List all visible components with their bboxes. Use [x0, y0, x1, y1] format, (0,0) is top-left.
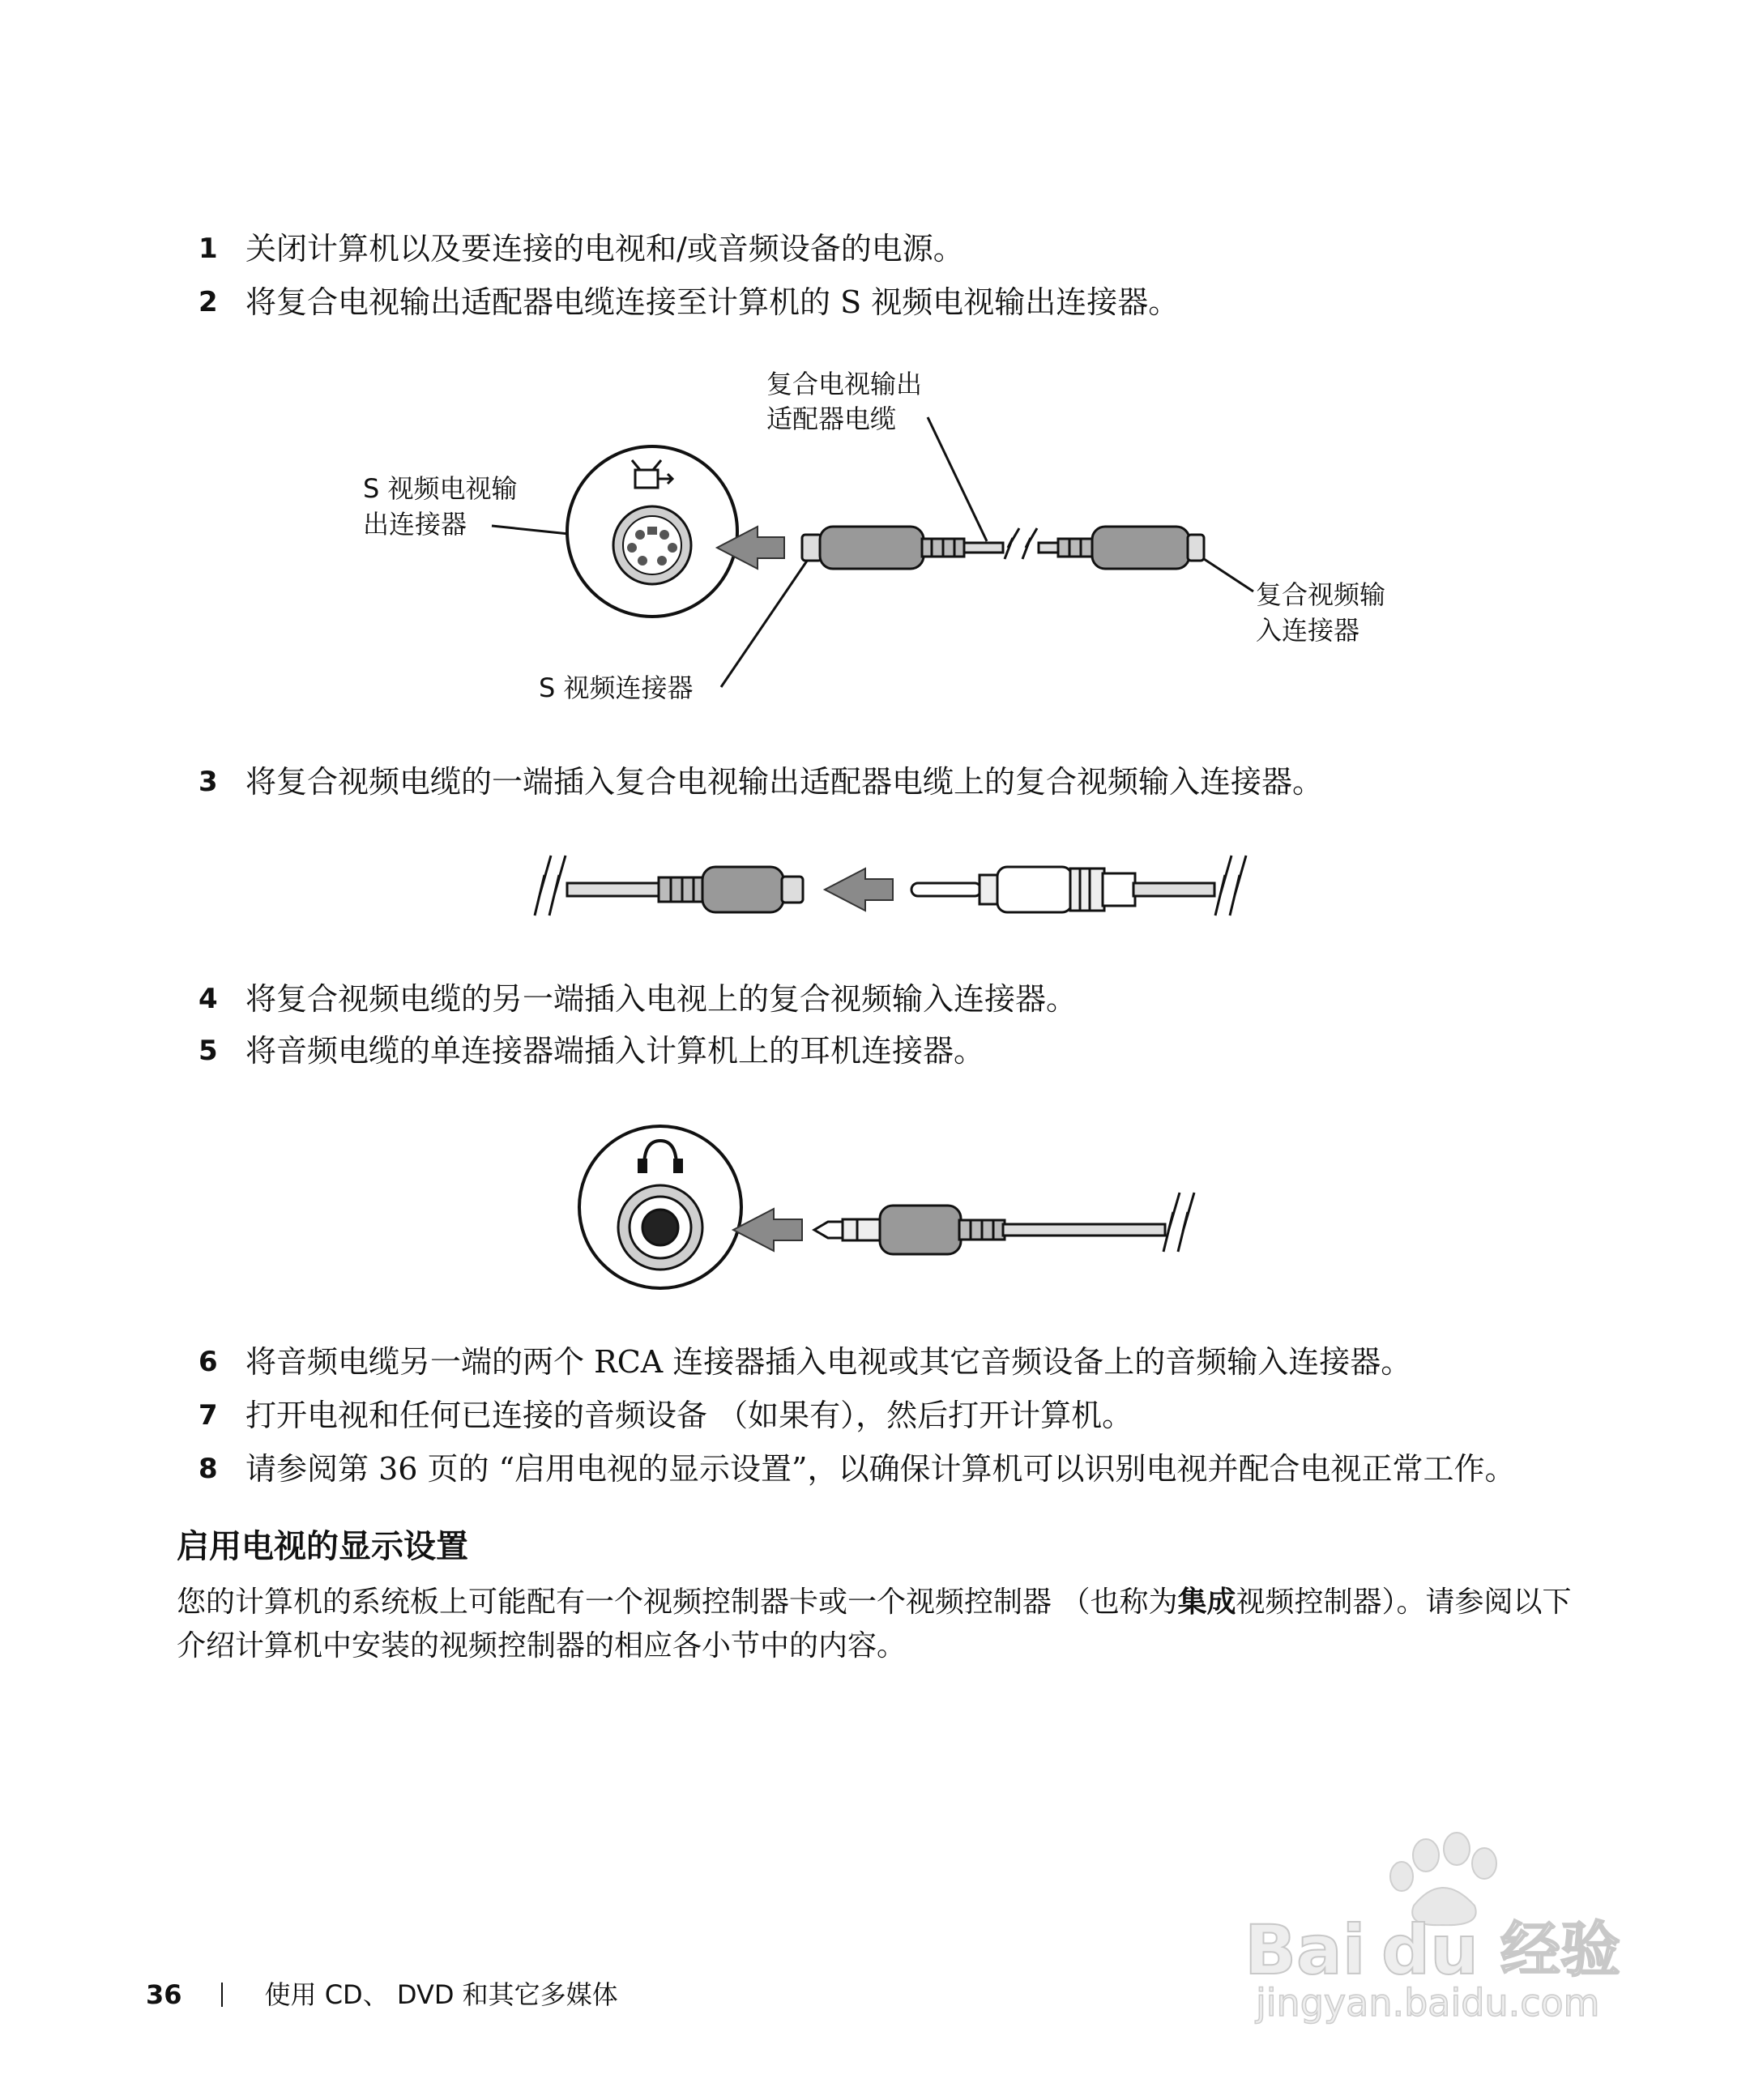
step-number: 4: [198, 983, 218, 1015]
svideo-port: [567, 446, 737, 617]
step-text: 请参阅第 36 页的 “启用电视的显示设置”，以确保计算机可以识别电视并配合电视正常工作。: [245, 1451, 1516, 1487]
step-number: 5: [198, 1035, 218, 1067]
step-number: 8: [198, 1453, 218, 1485]
label-adapter-cable-line2: 适配器电缆: [766, 403, 897, 434]
step-number: 3: [198, 766, 218, 798]
step-text: 将复合电视输出适配器电缆连接至计算机的 S 视频电视输出连接器。: [245, 284, 1180, 320]
chapter-title: 使用 CD、 DVD 和其它多媒体: [264, 1979, 618, 2010]
step-text: 关闭计算机以及要连接的电视和/或音频设备的电源。: [245, 231, 964, 267]
page-number: 36: [146, 1979, 182, 2010]
section-paragraph: [177, 1580, 1586, 1668]
label-svideo-connector: S 视频连接器: [539, 672, 694, 703]
label-adapter-cable-line1: 复合电视输出: [766, 369, 923, 399]
figure-svideo-adapter: [0, 348, 1750, 721]
watermark-url: jingyan.baidu.com: [1256, 1981, 1600, 2025]
baidu-jingyan-watermark: [1240, 1831, 1661, 2025]
para-text-2: 视频控制器）。请参阅以下介绍计算机中安装的视频控制器的相应各小节中的内容。: [177, 1586, 1572, 1662]
figure-composite-cable: [0, 843, 1750, 940]
watermark-brand: Bai: [1244, 1910, 1366, 1990]
step-text: 将音频电缆另一端的两个 RCA 连接器插入电视或其它音频设备上的音频输入连接器。: [245, 1344, 1412, 1380]
step-number: 1: [198, 233, 218, 265]
section-heading: 启用电视的显示设置: [177, 1528, 468, 1565]
figure-audio-cable: [0, 1118, 1750, 1312]
label-svideo-out-line1: S 视频电视输: [363, 473, 518, 504]
insert-arrow: [825, 869, 893, 911]
leader-composite-in: [1199, 556, 1253, 591]
step-number: 2: [198, 286, 218, 318]
step-number: 6: [198, 1346, 218, 1378]
label-composite-in-line1: 复合视频输: [1256, 579, 1386, 610]
label-svideo-out-line2: 出连接器: [363, 509, 467, 540]
para-text-1: 您的计算机的系统板上可能配有一个视频控制器卡或一个视频控制器 （也称为: [177, 1586, 1178, 1619]
adapter-cable: [802, 527, 1204, 569]
footer-divider: [221, 1983, 223, 2007]
step-text: 将复合视频电缆的另一端插入电视上的复合视频输入连接器。: [245, 981, 1078, 1017]
watermark-brand-cn: 经验: [1500, 1915, 1620, 1985]
leader-adapter: [928, 417, 987, 541]
leader-svideo-conn: [721, 553, 813, 687]
insert-arrow: [733, 1209, 802, 1251]
label-composite-in-line2: 入连接器: [1256, 615, 1360, 646]
para-bold-term: 集成: [1177, 1585, 1236, 1619]
page-footer: [146, 1977, 618, 2012]
headphone-port: [579, 1126, 741, 1288]
step-number: 7: [198, 1399, 218, 1432]
step-text: 打开电视和任何已连接的音频设备 （如果有），然后打开计算机。: [245, 1398, 1133, 1433]
step-text: 将音频电缆的单连接器端插入计算机上的耳机连接器。: [245, 1033, 985, 1069]
watermark-brand-du: du: [1381, 1910, 1479, 1990]
step-text: 将复合视频电缆的一端插入复合电视输出适配器电缆上的复合视频输入连接器。: [245, 764, 1324, 800]
